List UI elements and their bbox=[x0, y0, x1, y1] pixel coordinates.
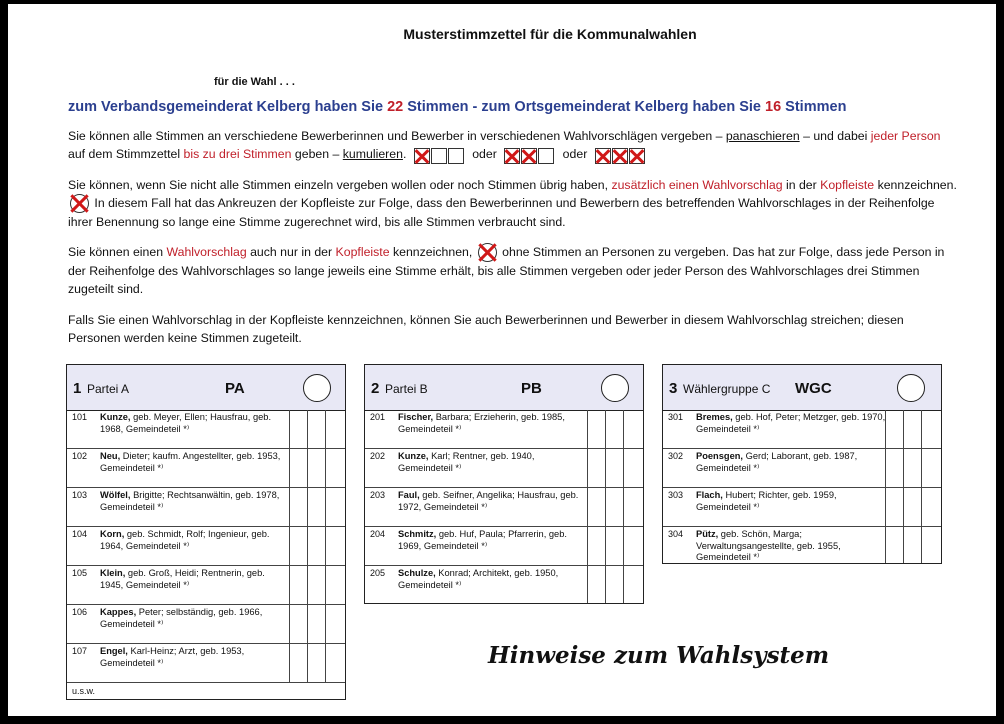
candidate-number: 106 bbox=[72, 607, 88, 617]
candidate-details: geb. Schmidt, Rolf; Ingenieur, geb. 1964, Gemeindeteil *⁾ bbox=[100, 529, 270, 551]
headline-text-1: zum Verbandsgemeinderat Kelberg haben Sie bbox=[68, 99, 388, 115]
candidate-details: geb. Huf, Paula; Pfarrerin, geb. 1969, Gemeindeteil *⁾ bbox=[398, 529, 567, 551]
candidate-details: geb. Groß, Heidi; Rentnerin, geb. 1945, Gemeindeteil *⁾ bbox=[100, 568, 265, 590]
headline-votes-orts: 16 bbox=[765, 99, 782, 115]
candidate-number: 101 bbox=[72, 412, 88, 422]
candidate-text bbox=[100, 490, 290, 513]
candidate-row bbox=[67, 527, 345, 566]
p1-oder-2: oder bbox=[562, 147, 588, 161]
candidate-number: 202 bbox=[370, 451, 386, 461]
candidate-details: Karl; Rentner, geb. 1940, Gemeindeteil *⁾ bbox=[398, 451, 535, 473]
candidate-name: Kunze, bbox=[100, 412, 131, 422]
p2-text-e: kennzeichnen. bbox=[874, 178, 957, 192]
candidate-number: 303 bbox=[668, 490, 684, 500]
candidate-row bbox=[365, 566, 643, 605]
candidate-details: Barbara; Erzieherin, geb. 1985, Gemeindeteil *⁾ bbox=[398, 412, 565, 434]
crossed-circle-icon bbox=[478, 243, 497, 262]
p2-text-a: Sie können, wenn Sie nicht alle Stimmen einzeln vergeben wollen oder noch Stimmen übrig haben, bbox=[68, 178, 612, 192]
candidate-row bbox=[67, 566, 345, 605]
candidate-details: Peter; selbständig, geb. 1966, Gemeindeteil *⁾ bbox=[100, 607, 263, 629]
ballot-footer-usw: u.s.w. bbox=[72, 686, 96, 696]
crossed-circle-icon bbox=[70, 194, 89, 213]
candidate-name: Klein, bbox=[100, 568, 126, 578]
ballot-party-name: Partei B bbox=[385, 382, 428, 396]
vote-column-divider bbox=[289, 650, 290, 683]
candidate-number: 104 bbox=[72, 529, 88, 539]
candidate-details: geb. Schön, Marga; Verwaltungsangestellte, geb. 1955, Gemeindeteil *⁾ bbox=[696, 529, 841, 562]
p1-text-c: – und dabei bbox=[799, 129, 871, 143]
candidate-details: Konrad; Architekt, geb. 1950, Gemeindeteil *⁾ bbox=[398, 568, 559, 590]
p3-kopfleiste: Kopfleiste bbox=[335, 245, 390, 259]
ballot-partei-a bbox=[66, 364, 346, 700]
candidate-details: geb. Seifner, Angelika; Hausfrau, geb. 1972, Gemeindeteil *⁾ bbox=[398, 490, 579, 512]
candidate-number: 302 bbox=[668, 451, 684, 461]
ballot-header bbox=[663, 365, 941, 411]
p1-kumulieren: kumulieren bbox=[342, 147, 403, 161]
example-boxes-one-vote bbox=[414, 146, 465, 164]
candidate-text bbox=[696, 490, 886, 513]
p2-zusaetzlich: zusätzlich einen Wahlvorschlag bbox=[611, 178, 783, 192]
candidate-row bbox=[67, 488, 345, 527]
p1-text-i: . bbox=[402, 147, 407, 161]
p1-jeder-person: jeder Person bbox=[870, 129, 941, 143]
candidate-details: Dieter; kaufm. Angestellter, geb. 1953, Gemeindeteil *⁾ bbox=[100, 451, 281, 473]
checkbox-crossed bbox=[595, 148, 611, 164]
page-title: Musterstimmzettel für die Kommunalwahlen bbox=[403, 26, 697, 42]
headline bbox=[68, 99, 846, 115]
candidate-name: Neu, bbox=[100, 451, 121, 461]
p1-text-g: geben – bbox=[291, 147, 343, 161]
kopfleiste-circle[interactable] bbox=[303, 374, 331, 402]
candidate-row bbox=[67, 605, 345, 644]
candidate-name: Flach, bbox=[696, 490, 723, 500]
ballot-number: 3 bbox=[669, 380, 678, 397]
candidate-details: Gerd; Laborant, geb. 1987, Gemeindeteil *⁾ bbox=[696, 451, 858, 473]
candidate-name: Poensgen, bbox=[696, 451, 744, 461]
candidate-number: 103 bbox=[72, 490, 88, 500]
candidate-name: Pütz, bbox=[696, 529, 719, 539]
kopfleiste-circle[interactable] bbox=[897, 374, 925, 402]
ballot-party-name: Wählergruppe C bbox=[683, 382, 771, 396]
candidate-text bbox=[100, 451, 290, 474]
candidate-name: Wölfel, bbox=[100, 490, 131, 500]
candidate-number: 301 bbox=[668, 412, 684, 422]
candidate-name: Engel, bbox=[100, 646, 128, 656]
candidate-details: geb. Meyer, Ellen; Hausfrau, geb. 1968, Gemeindeteil *⁾ bbox=[100, 412, 272, 434]
p1-text-a: Sie können alle Stimmen an verschiedene Bewerberinnen und Bewerber in verschiedenen Wahlvorschlägen vergeben – bbox=[68, 129, 726, 143]
candidate-text bbox=[100, 529, 290, 552]
ballot-header bbox=[67, 365, 345, 411]
candidate-row bbox=[663, 410, 941, 449]
ballot-number: 1 bbox=[73, 380, 82, 397]
candidate-name: Kappes, bbox=[100, 607, 137, 617]
candidate-number: 201 bbox=[370, 412, 386, 422]
candidate-text bbox=[398, 568, 588, 591]
p2-text-c: in der bbox=[782, 178, 821, 192]
example-boxes-three-votes bbox=[595, 146, 646, 164]
candidate-name: Korn, bbox=[100, 529, 125, 539]
candidate-row bbox=[365, 449, 643, 488]
election-label: für die Wahl . . . bbox=[214, 76, 295, 88]
p2-text-f: In diesem Fall hat das Ankreuzen der Kopfleiste zur Folge, dass den Bewerberinnen und Bewerbern des betreffenden Wahlvorschlages in der Reihenfolge ihrer Benennung so lange eine Stimme zugerechnet wird, bis alle Stimmen verbraucht sind. bbox=[68, 196, 935, 230]
p3-text-f: ohne Stimmen an Personen zu vergeben. Das hat zur Folge, dass jede Person in der Reihenfolge des Wahlvorschlages so lange jeweils eine Stimme erhält, bis alle Stimmen vergeben oder jeder Person des Wahlvorschlages drei Stimmen zugeteilt sind. bbox=[68, 245, 945, 297]
candidate-row bbox=[663, 488, 941, 527]
ballot-party-abbr: PB bbox=[521, 380, 542, 397]
checkbox-empty bbox=[538, 148, 554, 164]
ballot-party-abbr: PA bbox=[225, 380, 245, 397]
p3-wahlvorschlag: Wahlvorschlag bbox=[166, 245, 247, 259]
candidate-name: Schulze, bbox=[398, 568, 436, 578]
candidate-number: 105 bbox=[72, 568, 88, 578]
p3-text-e: kennzeichnen, bbox=[389, 245, 473, 259]
candidate-text bbox=[696, 451, 886, 474]
candidate-text bbox=[100, 412, 290, 435]
candidate-number: 204 bbox=[370, 529, 386, 539]
candidate-row bbox=[67, 644, 345, 683]
candidate-text bbox=[100, 568, 290, 591]
ballot-header bbox=[365, 365, 643, 411]
checkbox-empty bbox=[448, 148, 464, 164]
checkbox-crossed bbox=[521, 148, 537, 164]
p1-oder-1: oder bbox=[472, 147, 497, 161]
candidate-row bbox=[67, 449, 345, 488]
paragraph-kopfleiste-zusaetzlich bbox=[68, 176, 958, 231]
p1-text-e: auf dem Stimmzettel bbox=[68, 147, 184, 161]
candidate-row bbox=[663, 527, 941, 566]
checkbox-crossed bbox=[504, 148, 520, 164]
example-boxes-two-votes bbox=[504, 146, 555, 164]
candidate-name: Kunze, bbox=[398, 451, 429, 461]
p1-panaschieren: panaschieren bbox=[725, 129, 800, 143]
ballot-party-abbr: WGC bbox=[795, 380, 832, 397]
candidate-row bbox=[365, 527, 643, 566]
hinweise-heading: Hinweise zum Wahlsystem bbox=[488, 642, 830, 669]
kopfleiste-circle[interactable] bbox=[601, 374, 629, 402]
p2-kopfleiste: Kopfleiste bbox=[820, 178, 875, 192]
p1-bis-drei: bis zu drei Stimmen bbox=[183, 147, 292, 161]
checkbox-crossed bbox=[629, 148, 645, 164]
candidate-details: geb. Hof, Peter; Metzger, geb. 1970, Gemeindeteil *⁾ bbox=[696, 412, 886, 434]
candidate-number: 102 bbox=[72, 451, 88, 461]
vote-column-divider bbox=[307, 650, 308, 683]
candidate-row bbox=[663, 449, 941, 488]
headline-text-2: Stimmen - zum Ortsgemeinderat Kelberg haben Sie bbox=[403, 99, 766, 115]
paragraph-kopfleiste-nur bbox=[68, 243, 958, 298]
candidate-text bbox=[696, 412, 886, 435]
vote-column-divider bbox=[325, 650, 326, 683]
ballot-partei-b bbox=[364, 364, 644, 604]
candidate-name: Bremes, bbox=[696, 412, 733, 422]
candidate-number: 304 bbox=[668, 529, 684, 539]
checkbox-crossed bbox=[612, 148, 628, 164]
checkbox-empty bbox=[431, 148, 447, 164]
candidate-text bbox=[100, 646, 290, 669]
paragraph-streichen: Falls Sie einen Wahlvorschlag in der Kopfleiste kennzeichnen, können Sie auch Bewerberinnen und Bewerber in diesem Wahlvorschlag streichen; diesen Personen werden keine Stimmen zugeteilt. bbox=[68, 313, 904, 345]
candidate-number: 205 bbox=[370, 568, 386, 578]
candidate-number: 107 bbox=[72, 646, 88, 656]
candidate-row bbox=[365, 410, 643, 449]
ballot-waehlergruppe-c bbox=[662, 364, 942, 564]
candidate-row bbox=[365, 488, 643, 527]
headline-votes-verband: 22 bbox=[387, 99, 404, 115]
candidate-details: Karl-Heinz; Arzt, geb. 1953, Gemeindeteil *⁾ bbox=[100, 646, 245, 668]
candidate-text bbox=[398, 490, 588, 513]
candidate-text bbox=[398, 529, 588, 552]
candidate-details: Hubert; Richter, geb. 1959, Gemeindeteil *⁾ bbox=[696, 490, 837, 512]
candidate-number: 203 bbox=[370, 490, 386, 500]
p3-text-c: auch nur in der bbox=[246, 245, 336, 259]
ballot-number: 2 bbox=[371, 380, 380, 397]
ballot-sheet bbox=[8, 4, 996, 716]
paragraph-panaschieren bbox=[68, 127, 958, 164]
p3-text-a: Sie können einen bbox=[68, 245, 167, 259]
headline-text-3: Stimmen bbox=[781, 99, 847, 115]
candidate-name: Schmitz, bbox=[398, 529, 437, 539]
candidate-text bbox=[100, 607, 290, 630]
checkbox-crossed bbox=[414, 148, 430, 164]
candidate-details: Brigitte; Rechtsanwältin, geb. 1978, Gemeindeteil *⁾ bbox=[100, 490, 280, 512]
candidate-row bbox=[67, 410, 345, 449]
candidate-text bbox=[696, 529, 886, 564]
candidate-text bbox=[398, 451, 588, 474]
candidate-name: Faul, bbox=[398, 490, 420, 500]
ballot-party-name: Partei A bbox=[87, 382, 130, 396]
candidate-text bbox=[398, 412, 588, 435]
candidate-name: Fischer, bbox=[398, 412, 434, 422]
